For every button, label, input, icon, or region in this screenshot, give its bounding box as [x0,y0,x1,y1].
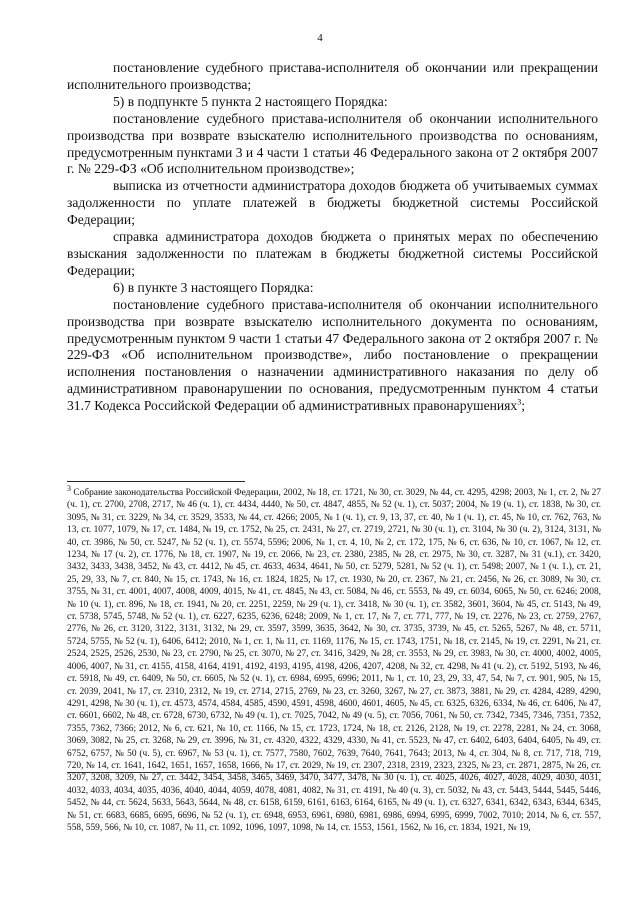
paragraph-6: 6) в пункте 3 настоящего Порядка: [113,279,314,295]
footnote-paragraph [67,483,601,834]
footnote-reference: 3 [517,397,522,407]
paragraph-7-end: ; [521,398,525,414]
paragraph-2: 5) в подпункте 5 пункта 2 настоящего Порядка: [113,93,388,109]
footnote-marker: 3 [67,483,71,493]
footnote-text: Собрание законодательства Российской Федерации, 2002, № 18, ст. 1721, № 30, ст. 3029, № 44, ст. 4295, 4298; 2003, № 1, ст. 2, № 27 (ч. 1), ст. 2700, 2708, 2717, № 46 (ч. 1), ст. 4434, 4440, № 50, ст. 4847, 4855, № 52 (ч. 1), ст. 5037; 2004, № 19 (ч. 1), ст. 1838, № 30, ст. 3095, № 31, ст. 3229, № 34, ст. 3529, 3533, № 44, ст. 4266; 2005, № 1 (ч. 1), ст. 9, 13, 37, ст. 40, № 1 (ч. 1), ст. 45, № 10, ст. 762, 763, № 13, ст. 1077, 1079, № 17, ст. 1484, № 19, ст. 1752, № 25, ст. 2431, № 27, ст. 2719, 2721, № 30 (ч. 1), ст. 3104, № 30 (ч. 2), 3124, 3131, № 40, ст. 3986, № 50, ст. 5247, № 52 (ч. 1), ст. 5574, 5596; 2006, № 1, ст. 4, 10, № 2, ст. 172, 175, № 6, ст. 636, № 10, ст. 1067, № 12, ст. 1234, № 17 (ч. 2), ст. 1776, № 18, ст. 1907, № 19, ст. 2066, № 23, ст. 2380, 2385, № 28, ст. 2975, № 30, ст. 3287, № 31 (ч.1), ст. 3420, 3432, 3433, 3438, 3452, № 43, ст. 4412, № 45, ст. 4633, 4634, 4641, № 50, ст. 5279, 5281, № 52 (ч. 1), ст. 5498; 2007, № 1 (ч. 1.), ст. 21, 25, 29, 33, № 7, ст. 840, № 15, ст. 1743, № 16, ст. 1824, 1825, № 17, ст. 1930, № 20, ст. 2367, № 21, ст. 2456, № 26, ст. 3089, № 30, ст. 3755, № 31, ст. 4001, 4007, 4008, 4009, 4015, № 41, ст. 4845, № 43, ст. 5084, № 46, ст. 5553, № 49, ст. 6034, 6065, № 50, ст. 6246; 2008, № 10 (ч. 1), ст. 896, № 18, ст. 1941, № 20, ст. 2251, 2259, № 29 (ч. 1), ст. 3418, № 30 (ч. 1), ст. 3582, 3601, 3604, № 45, ст. 5143, № 49, ст. 5738, 5745, 5748, № 52 (ч. 1), ст. 6227, 6235, 6236, 6248; 2009, № 1, ст. 17, № 7, ст. 771, 777, № 19, ст. 2276, № 23, ст. 2759, 2767, 2776, № 26, ст. 3120, 3122, 3131, 3132, № 29, ст. 3597, 3599, 3635, 3642, № 30, ст. 3735, 3739, № 45, ст. 5265, 5267, № 48, ст. 5711, 5724, 5755, № 52 (ч. 1), 6406, 6412; 2010, № 1, ст. 1, № 11, ст. 1169, 1176, № 15, ст. 1743, 1751, № 18, ст. 2145, № 19, ст. 2291, № 21, ст. 2524, 2525, 2526, 2530, № 23, ст. 2790, № 25, ст. 3070, № 27, ст. 3416, 3429, № 28, ст. 3553, № 29, ст. 3983, № 30, ст. 4000, 4002, 4005, 4006, 4007, № 31, ст. 4155, 4158, 4164, 4191, 4192, 4193, 4195, 4198, 4206, 4207, 4208, № 32, ст. 4298, № 41 (ч. 2), ст. 5192, 5193, № 46, ст. 5918, № 49, ст. 6409, № 50, ст. 6605, № 52 (ч. 1), ст. 6984, 6995, 6996; 2011, № 1, ст. 10, 23, 29, 33, 47, 54, № 7, ст. 901, 905, № 15, ст. 2039, 2041, № 17, ст. 2310, 2312, № 19, ст. 2714, 2715, 2769, № 23, ст. 3260, 3267, № 27, ст. 3873, 3881, № 29, ст. 4284, 4289, 4290, 4291, 4298, № 30 (ч. 1), ст. 4573, 4574, 4584, 4585, 4590, 4591, 4598, 4600, 4601, 4605, № 45, ст. 6325, 6326, 6334, № 46, ст. 6406, № 47, ст. 6601, 6602, № 48, ст. 6728, 6730, 6732, № 49 (ч. 1), ст. 7025, 7042, № 49 (ч. 5), ст. 7056, 7061, № 50, ст. 7342, 7345, 7346, 7351, 7352, 7355, 7362, 7366; 2012, № 6, ст. 621, № 10, ст. 1166, № 15, ст. 1723, 1724, № 18, ст. 2126, 2128, № 19, ст. 2278, 2281, № 24, ст. 3068, 3069, 3082, № 25, ст. 3268, № 29, ст. 3996, № 31, ст. 4320, 4322, 4329, 4330, № 41, ст. 5523, № 47, ст. 6402, 6403, 6404, 6405, № 49, ст. 6752, 6757, № 50 (ч. 5), ст. 6967, № 53 (ч. 1), ст. 7577, 7580, 7602, 7639, 7640, 7641, 7643; 2013, № 4, ст. 304, № 8, ст. 717, 718, 719, 720, № 14, ст. 1641, 1642, 1651, 1657, 1658, 1666, № 17, ст. 2029, № 19, ст. 2307, 2318, 2319, 2323, 2325, № 23, ст. 2871, 2875, № 26, ст. 3207, 3208, 3209, № 27, ст. 3442, 3454, 3458, 3465, 3469, 3470, 3477, 3478, № 30 (ч. 1), ст. 4025, 4026, 4027, 4028, 4029, 4030, 4031, 4032, 4033, 4034, 4035, 4036, 4040, 4044, 4059, 4078, 4081, 4082, № 31, ст. 4191, № 40 (ч. 3), ст. 5032, № 43, ст. 5443, 5444, 5445, 5446, 5452, № 44, ст. 5624, 5633, 5643, 5644, № 48, ст. 6158, 6159, 6161, 6163, 6164, 6165, № 49 (ч. 1), ст. 6327, 6341, 6342, 6343, 6344, 6345, № 51, ст. 6683, 6685, 6695, 6696, № 52 (ч. 1), ст. 6948, 6953, 6961, 6980, 6981, 6986, 6994, 6995, 6999, 7002, 7010; 2014, № 6, ст. 557, 558, 559, 566, № 10, ст. 1087, № 11, ст. 1092, 1096, 1097, 1098, № 14, ст. 1553, 1561, 1562, № 16, ст. 1834, 1921, № 19, [67,488,601,833]
main-text [67,60,598,415]
paragraph-7-text: постановление судебного пристава-исполнителя об окончании исполнительного производства при возврате взыскателю исполнительного документа по основаниям, предусмотренным пунктом 9 части 1 статьи 47 Федерального закона от 2 октября 2007 г. № 229-ФЗ «Об исполнительном производстве», либо постановление о прекращении исполнения постановления о назначении административного наказания по делу об административном правонарушении по основания, предусмотренным пунктом 4 статьи 31.7 Кодекса Российской Федерации об административных правонарушениях [67,296,598,414]
footnote-separator [67,481,245,482]
paragraph-1: постановление судебного пристава-исполнителя об окончании или прекращении исполнительного производства; [67,60,598,92]
paragraph-7 [67,297,598,415]
paragraph-3: постановление судебного пристава-исполнителя об окончании исполнительного производства при возврате взыскателю исполнительного производства по основаниям, предусмотренным пунктами 3 и 4 части 1 статьи 46 Федерального закона от 2 октября 2007 г. № 229-ФЗ «Об исполнительном производстве»; [67,110,598,177]
paragraph-4: выписка из отчетности администратора доходов бюджета об учитываемых суммах задолженности по уплате платежей в бюджеты бюджетной системы Российской Федерации; [67,178,598,228]
footnote [67,483,601,834]
paragraph-5: справка администратора доходов бюджета о принятых мерах по обеспечению взыскания задолженности по платежам в бюджеты бюджетной системы Российской Федерации; [67,229,598,278]
page-number: 4 [317,32,323,44]
strike-through-line [67,772,601,773]
